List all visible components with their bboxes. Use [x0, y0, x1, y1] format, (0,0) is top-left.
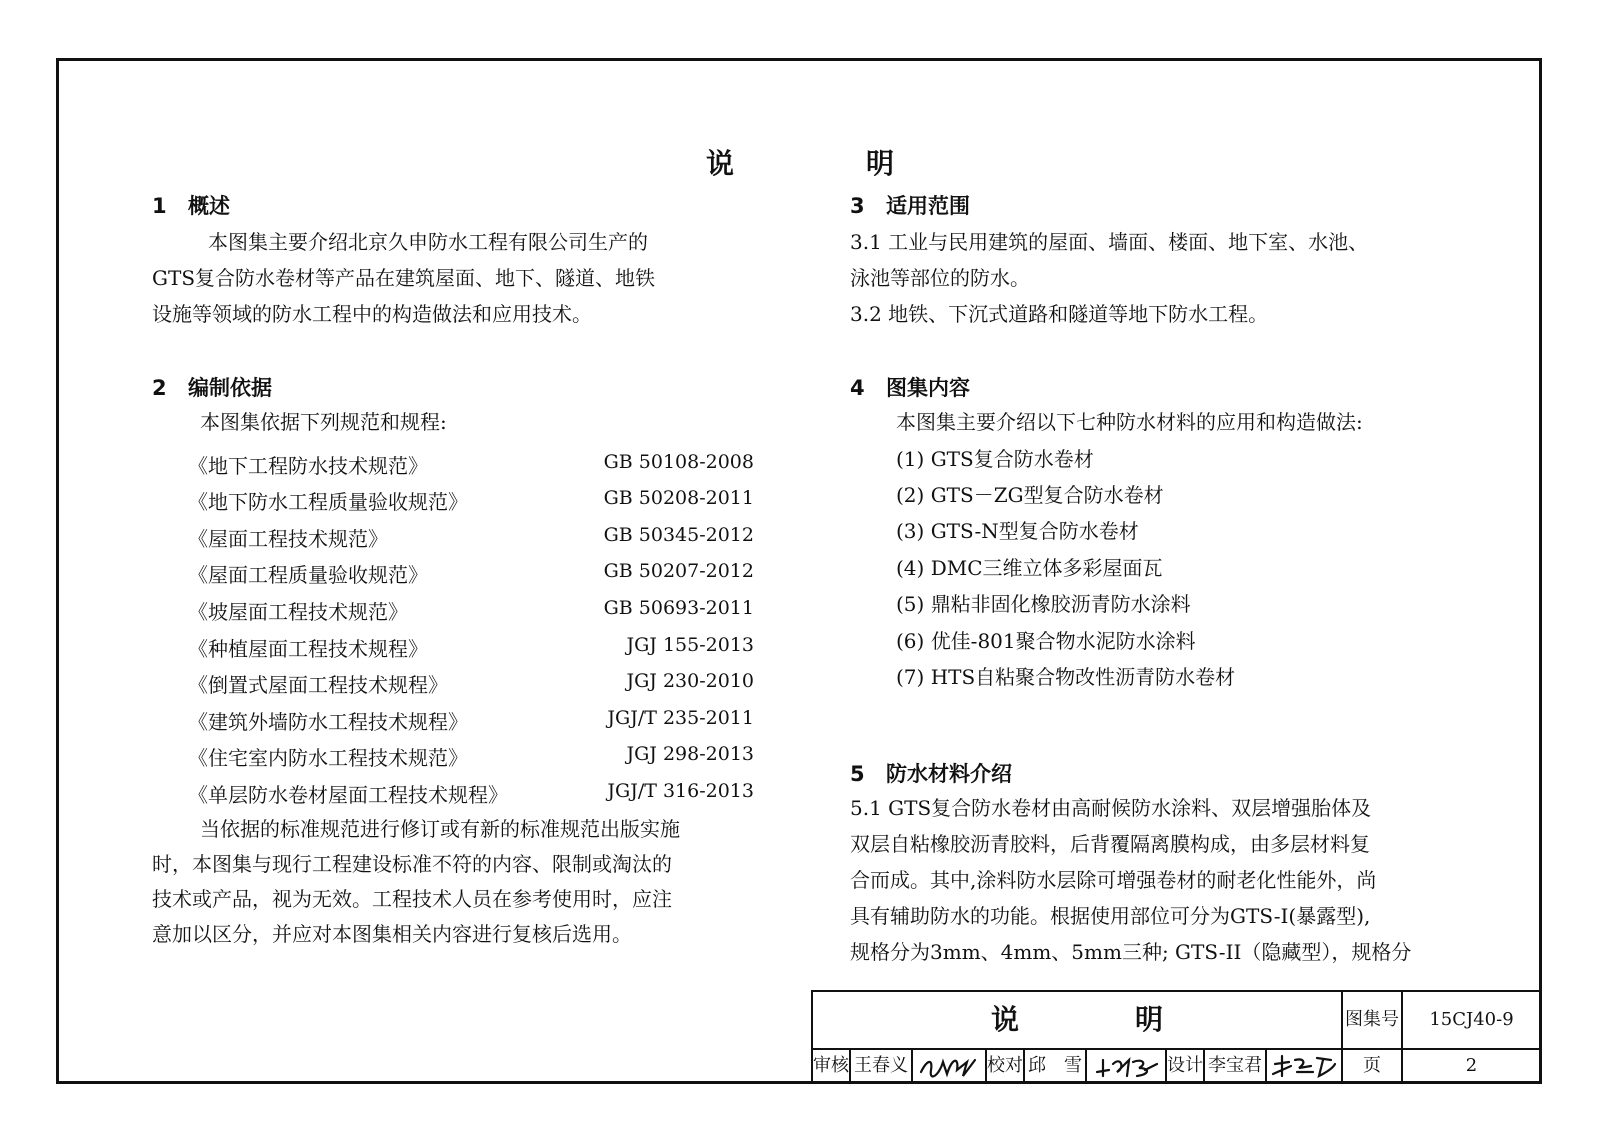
- section-title: 适用范围: [886, 194, 970, 218]
- standard-code: JGJ/T 316-2013: [607, 780, 754, 802]
- standard-code: JGJ 230-2010: [626, 670, 754, 692]
- list-item: (3) GTS-N型复合防水卷材: [896, 519, 1139, 543]
- page-number: 2: [1401, 1048, 1542, 1084]
- title-block-title: 说 明: [811, 990, 1343, 1050]
- paragraph-line: 5.1 GTS复合防水卷材由高耐候防水涂料、双层增强胎体及: [850, 796, 1372, 820]
- title-block: [811, 990, 1542, 1084]
- paragraph-line: 本图集主要介绍北京久申防水工程有限公司生产的: [208, 230, 648, 254]
- reviewer-name: 王春义: [849, 1048, 913, 1084]
- paragraph-line: 设施等领域的防水工程中的构造做法和应用技术。: [152, 302, 592, 326]
- standard-name: 《地下工程防水技术规范》: [188, 454, 428, 478]
- section-5-heading: [850, 758, 1012, 788]
- standard-code: GB 50345-2012: [603, 524, 754, 546]
- paragraph-line: 本图集主要介绍以下七种防水材料的应用和构造做法:: [896, 410, 1363, 434]
- standard-code: JGJ/T 235-2011: [607, 707, 754, 729]
- section-number: 1: [152, 194, 167, 218]
- paragraph-line: 规格分为3mm、4mm、5mm三种; GTS-II（隐藏型），规格分: [850, 940, 1412, 964]
- paragraph-line: GTS复合防水卷材等产品在建筑屋面、地下、隧道、地铁: [152, 266, 656, 290]
- standard-code: JGJ 155-2013: [626, 634, 754, 656]
- section-4-heading: [850, 372, 970, 402]
- standard-code: JGJ 298-2013: [626, 743, 754, 765]
- paragraph-line: 3.2 地铁、下沉式道路和隧道等地下防水工程。: [850, 302, 1269, 326]
- paragraph-line: 时，本图集与现行工程建设标准不符的内容、限制或淘汰的: [152, 852, 672, 876]
- paragraph-line: 技术或产品，视为无效。工程技术人员在参考使用时，应注: [152, 887, 672, 911]
- standard-code: GB 50108-2008: [603, 451, 754, 473]
- section-title: 防水材料介绍: [886, 762, 1012, 786]
- atlas-number-label: 图集号: [1341, 990, 1403, 1050]
- section-number: 4: [850, 376, 865, 400]
- designer-signature: [1267, 1050, 1341, 1082]
- list-item: (4) DMC三维立体多彩屋面瓦: [896, 556, 1163, 580]
- reviewer-signature-cell: [911, 1048, 987, 1084]
- list-item: (7) HTS自粘聚合物改性沥青防水卷材: [896, 665, 1236, 689]
- section-number: 5: [850, 762, 865, 786]
- page-title: 说 明: [705, 147, 946, 180]
- standard-name: 《屋面工程质量验收规范》: [188, 563, 428, 587]
- section-number: 2: [152, 376, 167, 400]
- standard-name: 《单层防水卷材屋面工程技术规程》: [188, 783, 508, 807]
- standard-name: 《地下防水工程质量验收规范》: [188, 490, 468, 514]
- section-title: 概述: [188, 194, 230, 218]
- section-3-heading: [850, 190, 970, 220]
- standard-name: 《建筑外墙防水工程技术规程》: [188, 710, 468, 734]
- paragraph-line: 当依据的标准规范进行修订或有新的标准规范出版实施: [200, 817, 680, 841]
- standard-code: GB 50693-2011: [603, 597, 754, 619]
- standard-name: 《坡屋面工程技术规范》: [188, 600, 408, 624]
- standard-name: 《屋面工程技术规范》: [188, 527, 388, 551]
- checker-signature: [1087, 1050, 1165, 1082]
- list-item: (1) GTS复合防水卷材: [896, 447, 1094, 471]
- standard-code: GB 50208-2011: [603, 487, 754, 509]
- checker-name: 邱 雪: [1023, 1048, 1087, 1084]
- check-label: 校对: [985, 1048, 1025, 1084]
- paragraph-line: 3.1 工业与民用建筑的屋面、墙面、楼面、地下室、水池、: [850, 230, 1369, 254]
- paragraph-line: 本图集依据下列规范和规程:: [200, 410, 447, 434]
- paragraph-line: 合而成。其中,涂料防水层除可增强卷材的耐老化性能外，尚: [850, 868, 1377, 892]
- designer-name: 李宝君: [1203, 1048, 1267, 1084]
- design-label: 设计: [1165, 1048, 1205, 1084]
- designer-signature-cell: [1265, 1048, 1343, 1084]
- paragraph-line: 双层自粘橡胶沥青胶料，后背覆隔离膜构成，由多层材料复: [850, 832, 1370, 856]
- paragraph-line: 具有辅助防水的功能。根据使用部位可分为GTS-I(暴露型),: [850, 904, 1371, 928]
- standard-name: 《种植屋面工程技术规程》: [188, 637, 428, 661]
- standard-code: GB 50207-2012: [603, 560, 754, 582]
- standard-name: 《住宅室内防水工程技术规范》: [188, 746, 468, 770]
- paragraph-line: 泳池等部位的防水。: [850, 266, 1030, 290]
- standard-name: 《倒置式屋面工程技术规程》: [188, 673, 448, 697]
- section-number: 3: [850, 194, 865, 218]
- atlas-number: 15CJ40-9: [1401, 990, 1542, 1050]
- section-title: 图集内容: [886, 376, 970, 400]
- checker-signature-cell: [1085, 1048, 1167, 1084]
- list-item: (5) 鼎粘非固化橡胶沥青防水涂料: [896, 592, 1191, 616]
- page-label: 页: [1341, 1048, 1403, 1084]
- review-label: 审核: [811, 1048, 851, 1084]
- section-2-heading: [152, 372, 272, 402]
- paragraph-line: 意加以区分，并应对本图集相关内容进行复核后选用。: [152, 922, 632, 946]
- list-item: (6) 优佳-801聚合物水泥防水涂料: [896, 629, 1196, 653]
- reviewer-signature: [913, 1050, 985, 1082]
- section-title: 编制依据: [188, 376, 272, 400]
- list-item: (2) GTS－ZG型复合防水卷材: [896, 483, 1164, 507]
- section-1-heading: [152, 190, 230, 220]
